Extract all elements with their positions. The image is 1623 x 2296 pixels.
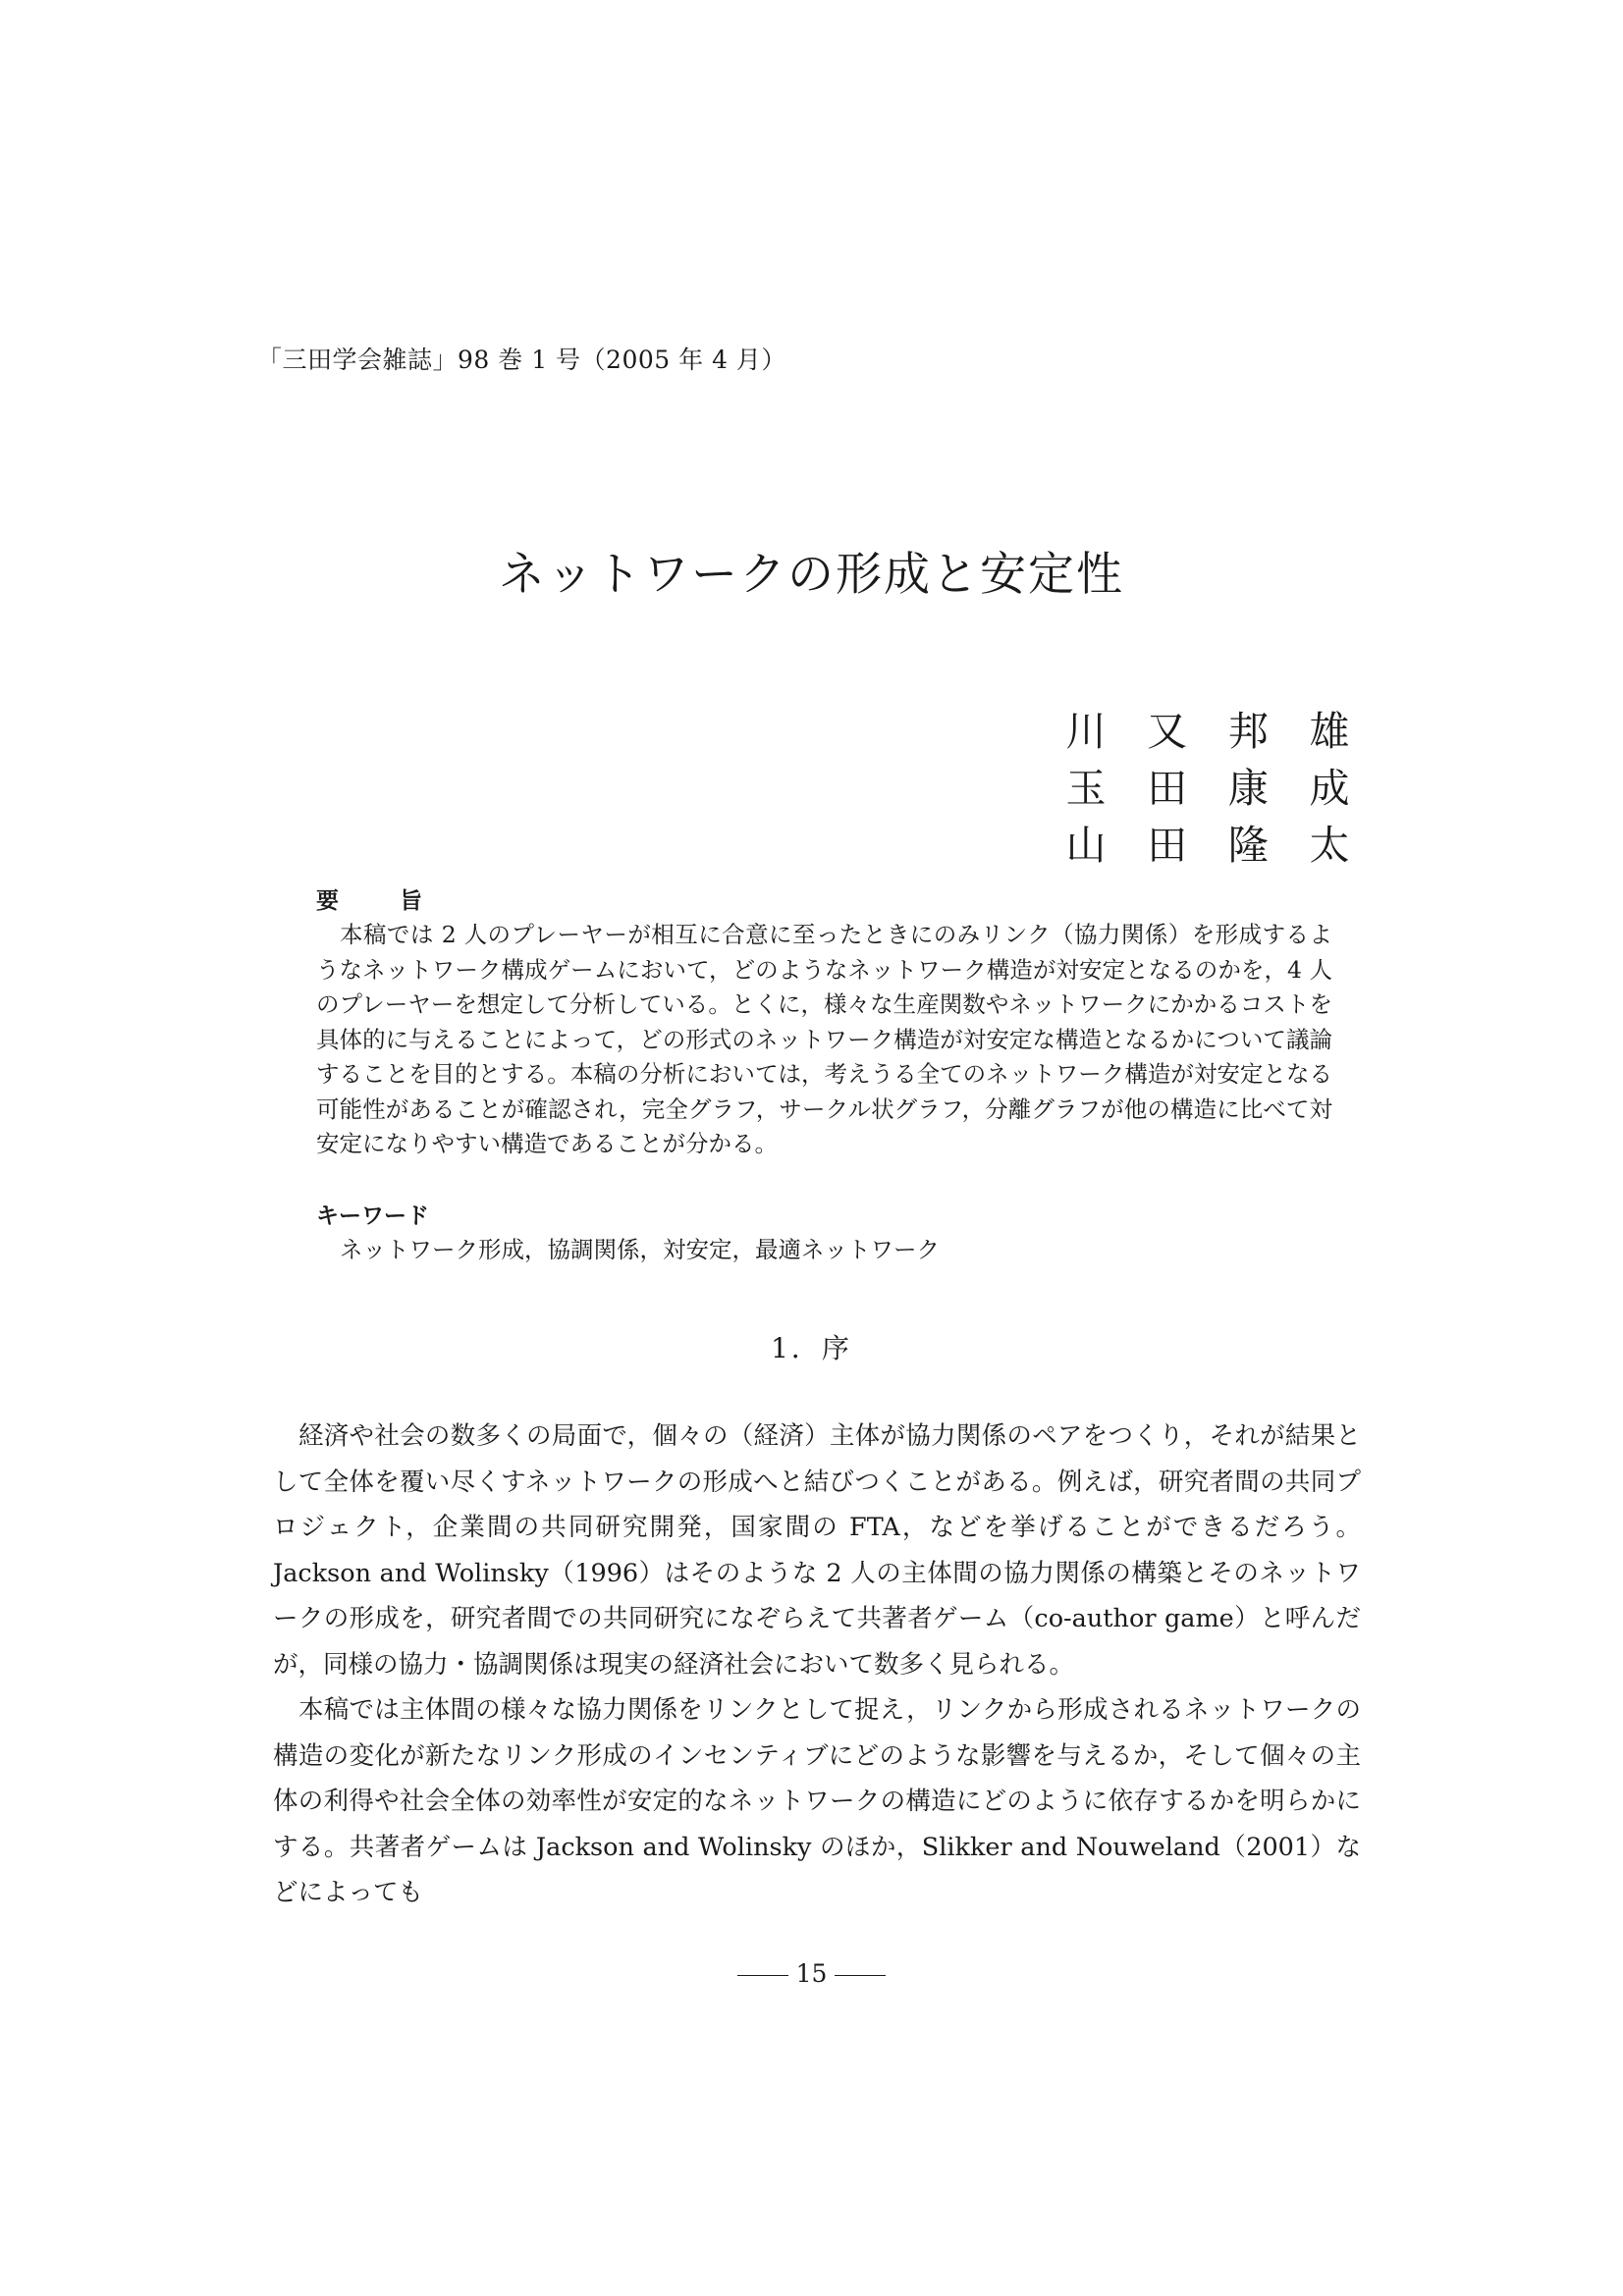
paper-title: ネットワークの形成と安定性 <box>499 548 1124 602</box>
body-text <box>273 1414 1361 1916</box>
author-1-char: 雄 <box>1309 708 1350 755</box>
author-2-char: 田 <box>1147 765 1188 812</box>
keywords <box>316 1200 1332 1267</box>
body-paragraph: 経済や社会の数多くの局面で，個々の（経済）主体が協力関係のペアをつくり，それが結果として全体を覆い尽くすネットワークの形成へと結びつくことがある。例えば，研究者間の共同プロジェクト，企業間の共同研究開発，国家間の FTA，などを挙げることができるだろう。Jackson and Wolinsky（1996）はそのような 2 人の主体間の協力関係の構築とそのネットワークの形成を，研究者間での共同研究になぞらえて共著者ゲーム（co-author game）と呼んだが，同様の協力・協調関係は現実の経済社会において数多く見られる。 <box>273 1421 1361 1680</box>
page-number-rule-right <box>835 1975 886 1976</box>
author-3-char: 田 <box>1147 822 1188 869</box>
section-heading: 1．序 <box>771 1332 852 1364</box>
author-3-char: 山 <box>1065 822 1107 869</box>
author-2-char: 康 <box>1227 765 1269 812</box>
abstract-label-part: 旨 <box>400 888 422 914</box>
abstract-text: 本稿では 2 人のプレーヤーが相互に合意に至ったときにのみリンク（協力関係）を形成するようなネットワーク構成ゲームにおいて，どのようなネットワーク構造が対安定となるのかを，4 人のプレーヤーを想定して分析している。とくに，様々な生産関数やネットワークにかかるコストを具体的に与えることによって，どの形式のネットワーク構造が対安定な構造となるかについて議論することを目的とする。本稿の分析においては，考えうる全てのネットワーク構造が対安定となる可能性があることが確認され，完全グラフ，サークル状グラフ，分離グラフが他の構造に比べて対安定になりやすい構造であることが分かる。 <box>316 921 1332 1157</box>
page-number <box>0 1959 1623 1988</box>
author-3 <box>1060 817 1355 874</box>
author-2-char: 成 <box>1309 765 1350 812</box>
keywords-text: ネットワーク形成，協調関係，対安定，最適ネットワーク <box>340 1236 940 1263</box>
journal-header: 「三田学会雑誌」98 巻 1 号（2005 年 4 月） <box>257 346 786 374</box>
author-3-char: 隆 <box>1227 822 1269 869</box>
author-1-char: 川 <box>1065 708 1107 755</box>
abstract-label-part: 要 <box>316 888 339 914</box>
author-3-char: 太 <box>1309 822 1350 869</box>
page-number-rule-left <box>737 1975 788 1976</box>
author-1-char: 又 <box>1147 708 1188 755</box>
keywords-label: キーワード <box>316 1203 429 1229</box>
author-1 <box>1060 703 1355 760</box>
abstract <box>316 884 1332 1162</box>
page-number-value: 15 <box>795 1959 828 1988</box>
author-list <box>1060 703 1355 874</box>
body-paragraph: 本稿では主体間の様々な協力関係をリンクとして捉え，リンクから形成されるネットワークの構造の変化が新たなリンク形成のインセンティブにどのような影響を与えるか，そして個々の主体の利得や社会全体の効率性が安定的なネットワークの構造にどのように依存するかを明らかにする。共著者ゲームは Jackson and Wolinsky のほか，Slikker and Nouweland（2001）などによっても <box>273 1695 1361 1907</box>
author-2-char: 玉 <box>1065 765 1107 812</box>
author-1-char: 邦 <box>1227 708 1269 755</box>
abstract-label <box>316 884 1332 918</box>
author-2 <box>1060 760 1355 817</box>
